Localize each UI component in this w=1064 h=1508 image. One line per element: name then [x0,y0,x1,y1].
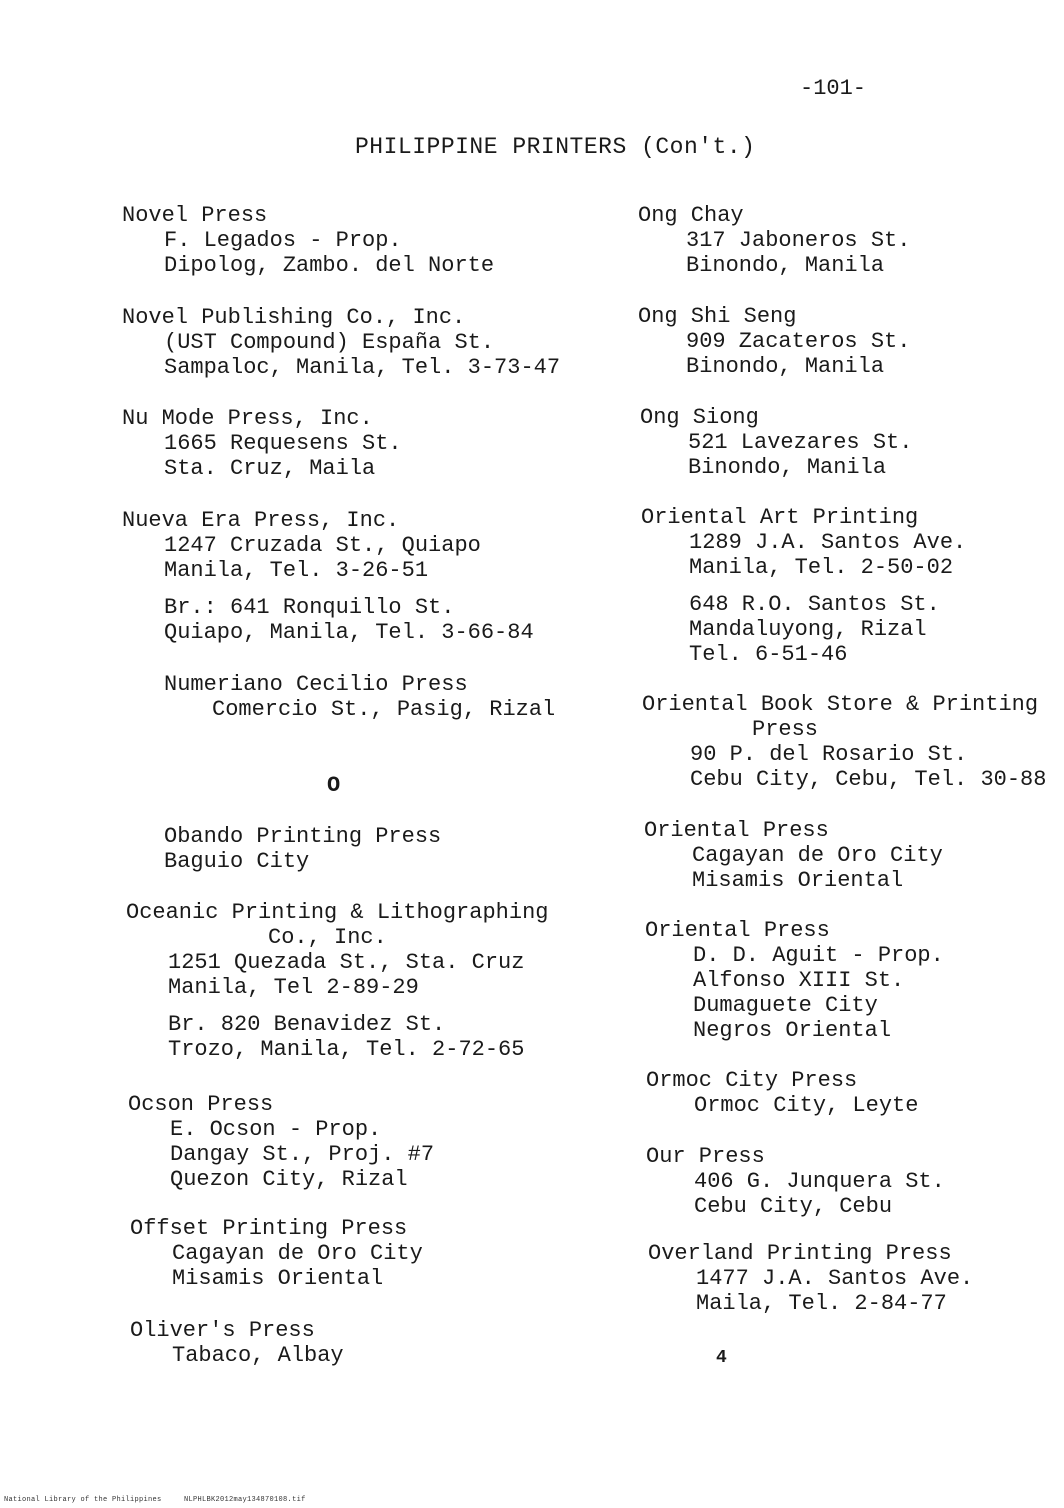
address-line: Binondo, Manila [686,354,885,379]
address-line: Dangay St., Proj. #7 [170,1142,435,1167]
address-line: Misamis Oriental [692,868,904,893]
scan-footer [4,1496,324,1504]
address-line: 1665 Requesens St. [164,431,402,456]
handwritten-mark: 4 [716,1348,727,1368]
list-item [646,1068,918,1118]
printer-name: Ong Shi Seng [638,304,797,329]
printer-name: Our Press [646,1144,765,1169]
printer-name: Ocson Press [128,1092,274,1117]
address-line: D. D. Aguit - Prop. [693,943,944,968]
list-item [130,1216,423,1291]
list-item [638,304,910,379]
address-line: Tabaco, Albay [172,1343,344,1368]
address-line: Dumaguete City [693,993,878,1018]
address-line: Quezon City, Rizal [170,1167,408,1192]
address-line: 90 P. del Rosario St. [690,742,968,767]
branch-line: 648 R.O. Santos St. [689,592,940,617]
list-item [122,203,494,278]
list-item [644,818,943,893]
address-line: Cebu City, Cebu, Tel. 30-88 [690,767,1047,792]
printer-name: Oceanic Printing & Lithographing [126,900,549,925]
list-item [645,918,944,1043]
address-line: 909 Zacateros St. [686,329,911,354]
printer-name: Novel Press [122,203,268,228]
address-line: Dipolog, Zambo. del Norte [164,253,495,278]
address-line: Sta. Cruz, Maila [164,456,376,481]
address-line: Maila, Tel. 2-84-77 [696,1291,947,1316]
branch-line: Br. 820 Benavidez St. [168,1012,446,1037]
printer-name: Offset Printing Press [130,1216,408,1241]
list-item [128,1092,434,1192]
printer-name: Oriental Press [645,918,830,943]
section-letter: O [327,773,341,798]
printer-name: Oriental Book Store & Printing [642,692,1039,717]
page-number: -101- [800,76,867,101]
address-line: Manila, Tel. 3-26-51 [164,558,429,583]
footer-file: NLPHLBK2012may134870108.tif [184,1496,306,1504]
printer-name: Ong Siong [640,405,759,430]
page-title: PHILIPPINE PRINTERS (Con't.) [355,134,756,160]
list-item [130,1318,344,1368]
address-line: Comercio St., Pasig, Rizal [212,697,556,722]
branch-line: Mandaluyong, Rizal [689,617,927,642]
branch-line: Quiapo, Manila, Tel. 3-66-84 [164,620,534,645]
address-line: Ormoc City, Leyte [694,1093,919,1118]
address-line: F. Legados - Prop. [164,228,402,253]
printer-name: Overland Printing Press [648,1241,952,1266]
address-line: Manila, Tel 2-89-29 [168,975,419,1000]
printer-name: Oriental Press [644,818,829,843]
branch-line: Trozo, Manila, Tel. 2-72-65 [168,1037,525,1062]
address-line: 406 G. Junquera St. [694,1169,945,1194]
list-item [126,900,548,1062]
address-line: Sampaloc, Manila, Tel. 3-73-47 [164,355,561,380]
address-line: Cebu City, Cebu [694,1194,893,1219]
branch-line: Tel. 6-51-46 [689,642,848,667]
address-line: 1477 J.A. Santos Ave. [696,1266,974,1291]
printer-name: Ong Chay [638,203,744,228]
address-line: Negros Oriental [693,1018,892,1043]
address-line: Manila, Tel. 2-50-02 [689,555,954,580]
printer-name-continued: Co., Inc. [268,925,387,950]
printer-name: Oliver's Press [130,1318,315,1343]
list-item [646,1144,945,1219]
list-item [638,203,910,278]
list-item [122,305,560,380]
address-line: Binondo, Manila [686,253,885,278]
address-line: (UST Compound) España St. [164,330,495,355]
address-line: Cagayan de Oro City [692,843,943,868]
printer-name: Obando Printing Press [164,824,442,849]
list-item [122,508,534,645]
address-line: 317 Jaboneros St. [686,228,911,253]
address-line: 521 Lavezares St. [688,430,913,455]
address-line: Misamis Oriental [172,1266,384,1291]
branch-line: Br.: 641 Ronquillo St. [164,595,455,620]
list-item [641,505,966,667]
printer-name-continued: Press [752,717,819,742]
address-line: 1247 Cruzada St., Quiapo [164,533,481,558]
printer-name: Nueva Era Press, Inc. [122,508,400,533]
list-item [122,406,402,481]
address-line: Baguio City [164,849,310,874]
address-line: 1251 Quezada St., Sta. Cruz [168,950,525,975]
address-line: E. Ocson - Prop. [170,1117,382,1142]
list-item [640,405,912,480]
address-line: Alfonso XIII St. [693,968,905,993]
list-item [122,824,441,874]
list-item [122,672,555,722]
printer-name: Ormoc City Press [646,1068,858,1093]
printer-name: Nu Mode Press, Inc. [122,406,373,431]
address-line: 1289 J.A. Santos Ave. [689,530,967,555]
footer-library: National Library of the Philippines [4,1496,162,1504]
printer-name: Oriental Art Printing [641,505,919,530]
list-item [648,1241,973,1316]
address-line: Binondo, Manila [688,455,887,480]
address-line: Cagayan de Oro City [172,1241,423,1266]
printer-name: Novel Publishing Co., Inc. [122,305,466,330]
list-item [642,692,1046,792]
printer-name: Numeriano Cecilio Press [164,672,468,697]
